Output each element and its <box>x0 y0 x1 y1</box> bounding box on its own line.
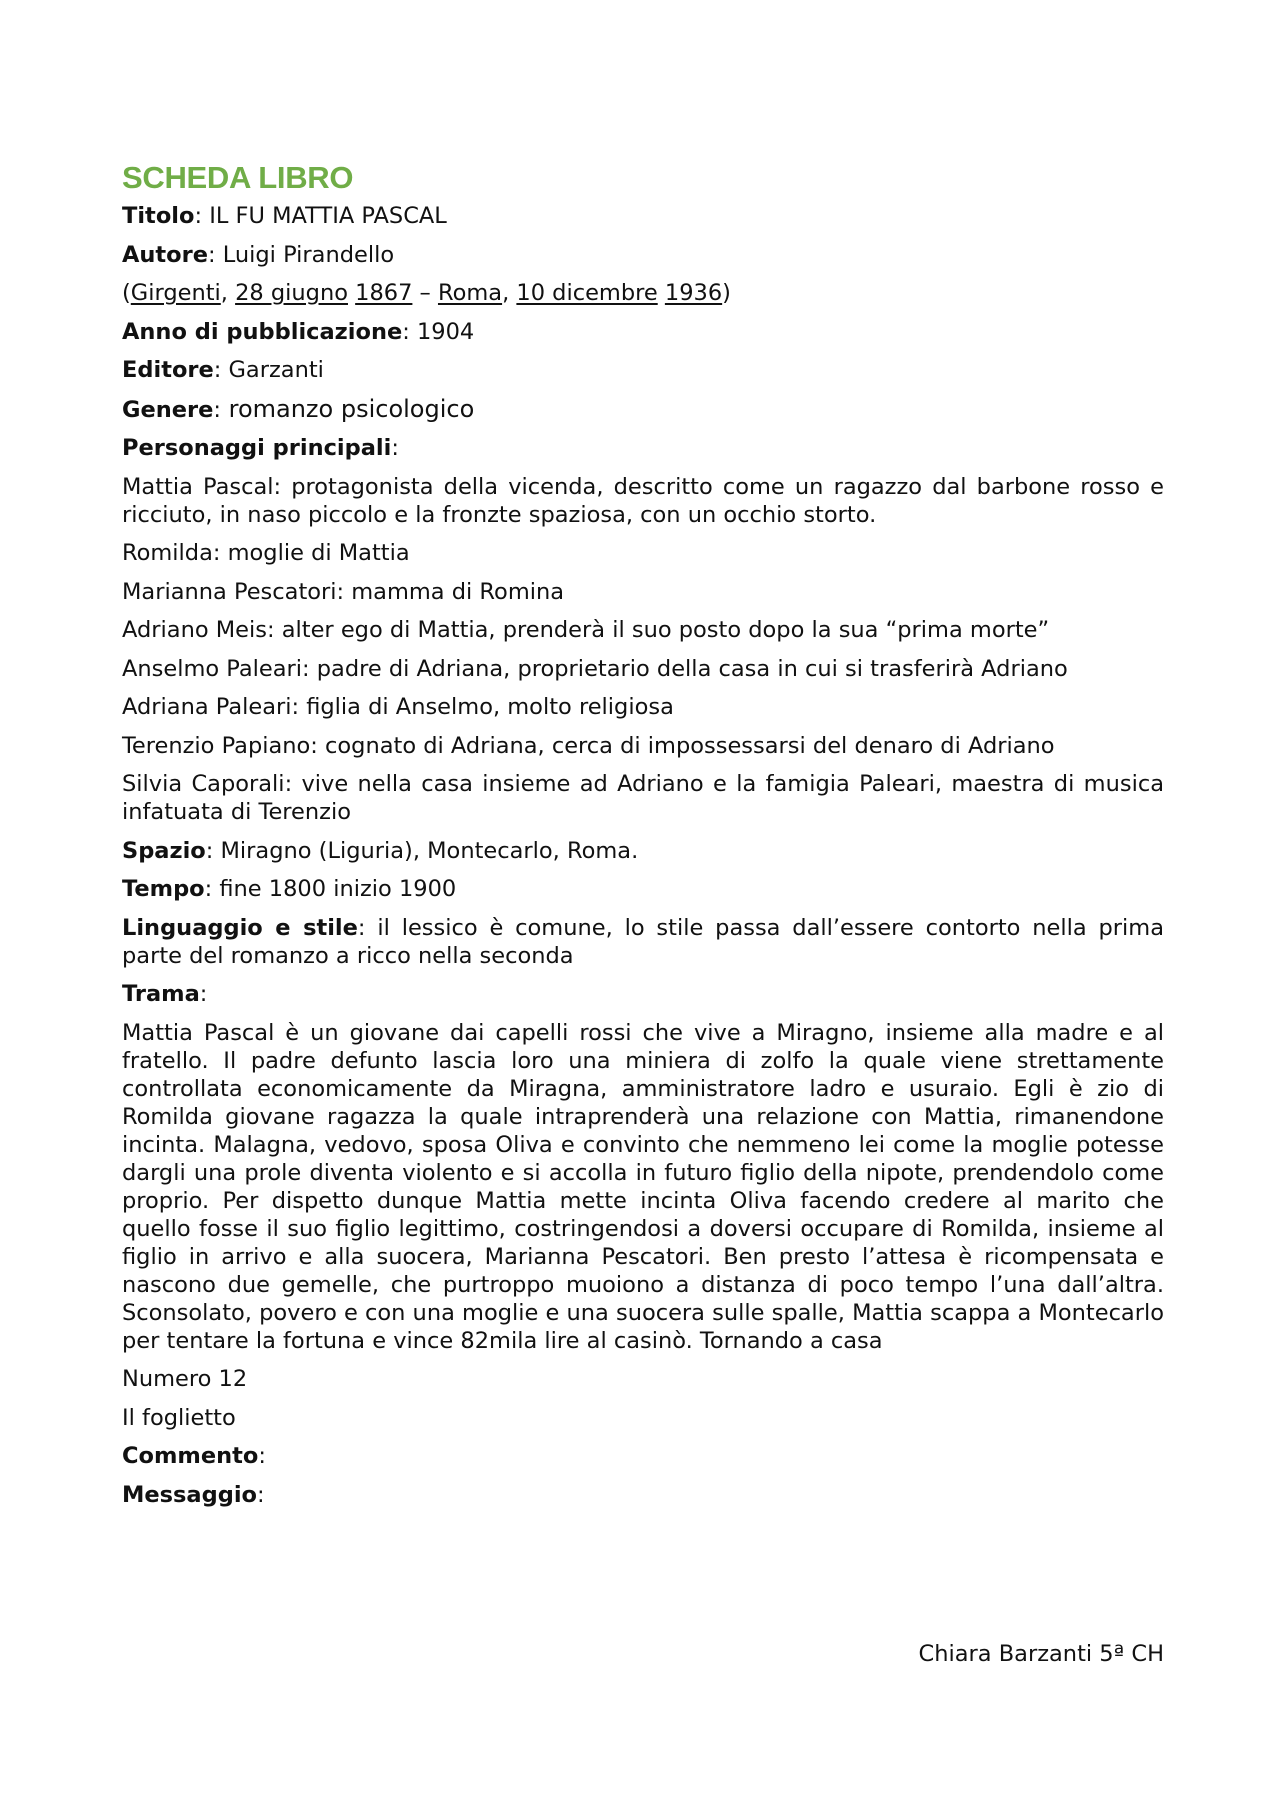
editore-label: Editore <box>122 357 214 383</box>
personaggi-label: Personaggi principali <box>122 435 392 461</box>
anno-label: Anno di pubblicazione <box>122 318 403 345</box>
book-sheet <box>122 158 1164 1519</box>
note-foglietto: Il foglietto <box>122 1404 236 1431</box>
birth-place-link[interactable]: Girgenti <box>130 280 221 306</box>
linguaggio-label: Linguaggio e stile <box>122 914 358 941</box>
author-dates: (Girgenti, 28 giugno 1867 – Roma, 10 dicembre 1936) <box>122 280 731 306</box>
messaggio-label: Messaggio <box>122 1481 257 1508</box>
character-item: Anselmo Paleari: padre di Adriana, proprietario della casa in cui si trasferirà Adriano <box>122 655 1068 682</box>
commento-label: Commento <box>122 1443 259 1469</box>
spazio-label: Spazio <box>122 837 206 864</box>
character-item: Romilda: moglie di Mattia <box>122 540 410 566</box>
field-spazio: Spazio: Miragno (Liguria), Montecarlo, Roma. <box>122 837 639 864</box>
field-linguaggio: Linguaggio e stile: il lessico è comune, lo stile passa dall’essere contorto nella prima parte del romanzo a ricco nella seconda <box>122 914 1164 969</box>
character-item: Adriana Paleari: figlia di Anselmo, molto religiosa <box>122 694 674 720</box>
character-item: Mattia Pascal: protagonista della vicenda, descritto come un ragazzo dal barbone rosso e ricciuto, in naso piccolo e la fronzte spaziosa, con un occhio storto. <box>122 473 1164 528</box>
character-item: Silvia Caporali: vive nella casa insieme ad Adriano e la famigia Paleari, maestra di musica infatuata di Terenzio <box>122 771 1164 825</box>
birth-day-link[interactable]: 28 giugno <box>235 280 348 306</box>
titolo-value: IL FU MATTIA PASCAL <box>209 203 447 229</box>
trama-label: Trama <box>122 981 200 1007</box>
page-title: SCHEDA LIBRO <box>122 160 354 195</box>
spazio-value: Miragno (Liguria), Montecarlo, Roma. <box>220 837 639 864</box>
editore-value: Garzanti <box>228 357 324 383</box>
autore-label: Autore <box>122 241 209 268</box>
death-day-link[interactable]: 10 dicembre <box>516 280 658 306</box>
field-editore: Editore: Garzanti <box>122 357 324 383</box>
anno-value: 1904 <box>416 318 475 345</box>
genere-label: Genere <box>122 396 214 423</box>
field-trama: Trama: <box>122 981 208 1007</box>
titolo-label: Titolo <box>122 203 195 229</box>
field-messaggio: Messaggio: <box>122 1481 265 1508</box>
field-commento: Commento: <box>122 1443 266 1469</box>
autore-value: Luigi Pirandello <box>222 241 395 268</box>
field-personaggi: Personaggi principali: <box>122 435 399 461</box>
tempo-value: fine 1800 inizio 1900 <box>219 876 457 902</box>
death-year-link[interactable]: 1936 <box>664 280 723 306</box>
genere-value: romanzo psicologico <box>228 394 475 423</box>
field-anno: Anno di pubblicazione: 1904 <box>122 318 475 345</box>
author-signature: Chiara Barzanti 5ª CH <box>918 1641 1164 1667</box>
linguaggio-value: il lessico è comune, lo stile passa dall’essere contorto nella prima parte del romanzo a ricco nella seconda <box>122 914 1164 969</box>
field-tempo: Tempo: fine 1800 inizio 1900 <box>122 876 457 902</box>
character-item: Marianna Pescatori: mamma di Romina <box>122 578 565 605</box>
field-titolo: Titolo: IL FU MATTIA PASCAL <box>122 203 447 229</box>
note-numero: Numero 12 <box>122 1366 248 1392</box>
field-autore: Autore: Luigi Pirandello <box>122 241 395 268</box>
character-item: Adriano Meis: alter ego di Mattia, prenderà il suo posto dopo la sua “prima morte” <box>122 617 1050 643</box>
trama-text: Mattia Pascal è un giovane dai capelli rossi che vive a Miragno, insieme alla madre e al fratello. Il padre defunto lascia loro una miniera di zolfo la quale viene strettamente controllata economicamente da Miragna, amministratore ladro e usuraio. Egli è zio di Romilda giovane ragazza la quale intraprenderà una relazione con Mattia, rimanendone incinta. Malagna, vedovo, sposa Oliva e convinto che nemmeno lei come la moglie potesse dargli una prole diventa violento e si accolla in futuro figlio della nipote, prendendolo come proprio. Per dispetto dunque Mattia mette incinta Oliva facendo credere al marito che quello fosse il suo figlio legittimo, costringendosi a doversi occupare di Romilda, insieme al figlio in arrivo e alla suocera, Marianna Pescatori. Ben presto l’attesa è ricompensata e nascono due gemelle, che purtroppo muoiono a distanza di poco tempo l’una dall’altra. Sconsolato, povero e con una moglie e una suocera sulle spalle, Mattia scappa a Montecarlo per tentare la fortuna e vince 82mila lire al casinò. Tornando a casa <box>122 1019 1164 1354</box>
tempo-label: Tempo <box>122 876 205 902</box>
birth-year-link[interactable]: 1867 <box>355 280 413 306</box>
field-genere: Genere: romanzo psicologico <box>122 394 475 423</box>
death-place-link[interactable]: Roma <box>437 280 503 306</box>
character-item: Terenzio Papiano: cognato di Adriana, cerca di impossessarsi del denaro di Adriano <box>122 732 1055 759</box>
